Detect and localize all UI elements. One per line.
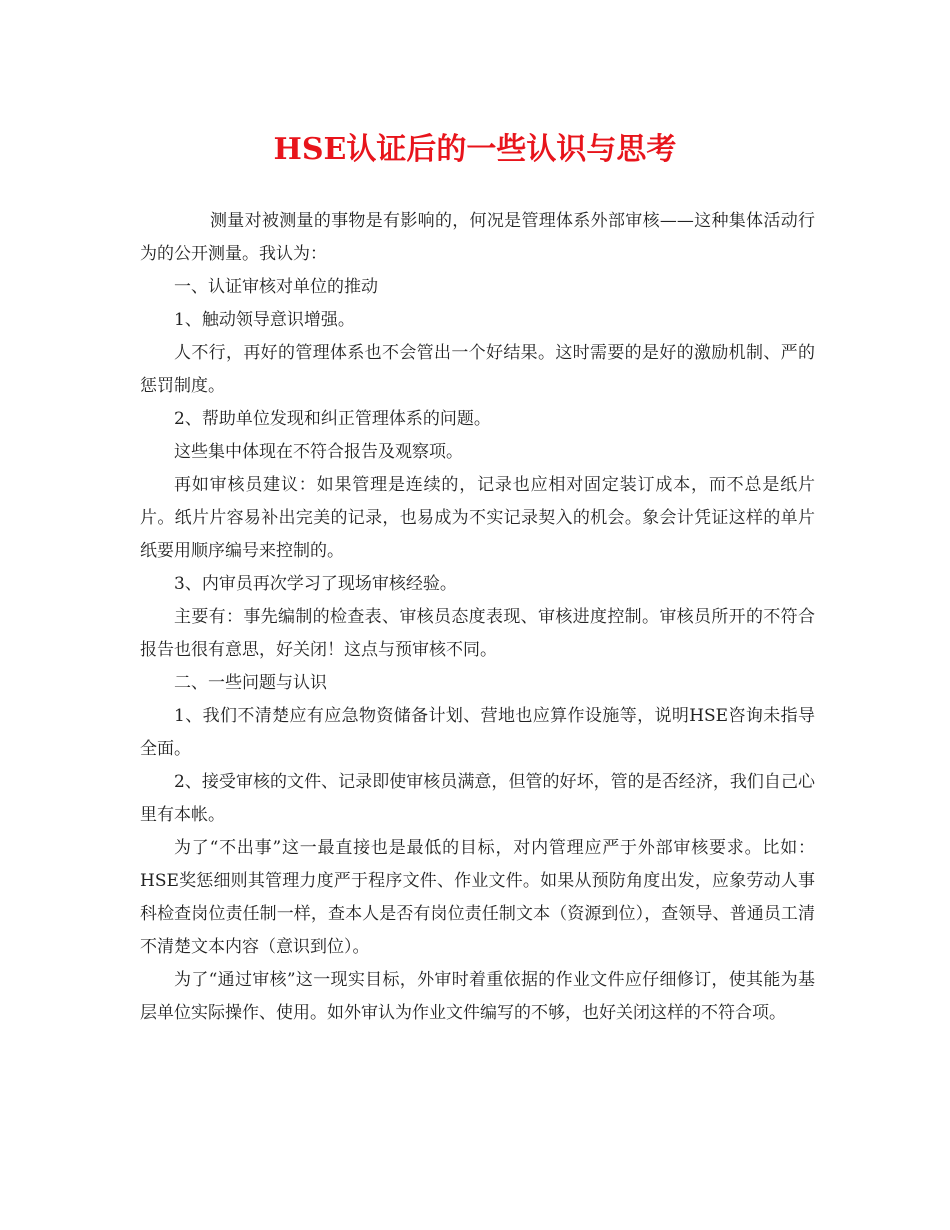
- paragraph: 这些集中体现在不符合报告及观察项。: [174, 442, 463, 462]
- paragraph: 再如审核员建议：如果管理是连续的，记录也应相对固定装订成本，而不总是纸片片。纸片片容易补出完美的记录，也易成为不实记录契入的机会。象会计凭证这样的单片纸要用顺序编号来控制的。: [140, 475, 815, 561]
- paragraph-intro: 测量对被测量的事物是有影响的，何况是管理体系外部审核——这种集体活动行为的公开测量。我认为：: [140, 211, 815, 264]
- paragraph: 主要有：事先编制的检查表、审核员态度表现、审核进度控制。审核员所开的不符合报告也很有意思，好关闭！这点与预审核不同。: [140, 607, 815, 660]
- paragraph: 人不行，再好的管理体系也不会管出一个好结果。这时需要的是好的激励机制、严的惩罚制度。: [140, 343, 815, 396]
- list-item-1: 1、触动领导意识增强。: [174, 310, 355, 330]
- paragraph: 为了“不出事”这一最直接也是最低的目标，对内管理应严于外部审核要求。比如：HSE奖惩细则其管理力度严于程序文件、作业文件。如果从预防角度出发，应象劳动人事科检查岗位责任制一样，查本人是否有岗位责任制文本（资源到位），查领导、普通员工清不清楚文本内容（意识到位）。: [140, 838, 815, 957]
- list-item-2: 2、帮助单位发现和纠正管理体系的问题。: [174, 409, 491, 429]
- paragraph: 为了“通过审核”这一现实目标，外审时着重依据的作业文件应仔细修订，使其能为基层单位实际操作、使用。如外审认为作业文件编写的不够，也好关闭这样的不符合项。: [140, 970, 815, 1023]
- list-item-3: 3、内审员再次学习了现场审核经验。: [174, 574, 457, 594]
- document-body: [140, 205, 815, 1030]
- section-heading-2: 二、一些问题与认识: [174, 673, 327, 693]
- list-item-2: 2、接受审核的文件、记录即使审核员满意，但管的好坏，管的是否经济，我们自己心里有本帐。: [140, 772, 815, 825]
- section-heading-1: 一、认证审核对单位的推动: [174, 277, 378, 297]
- document-title: HSE认证后的一些认识与思考: [273, 132, 677, 167]
- list-item-1: 1、我们不清楚应有应急物资储备计划、营地也应算作设施等，说明HSE咨询未指导全面。: [140, 706, 815, 759]
